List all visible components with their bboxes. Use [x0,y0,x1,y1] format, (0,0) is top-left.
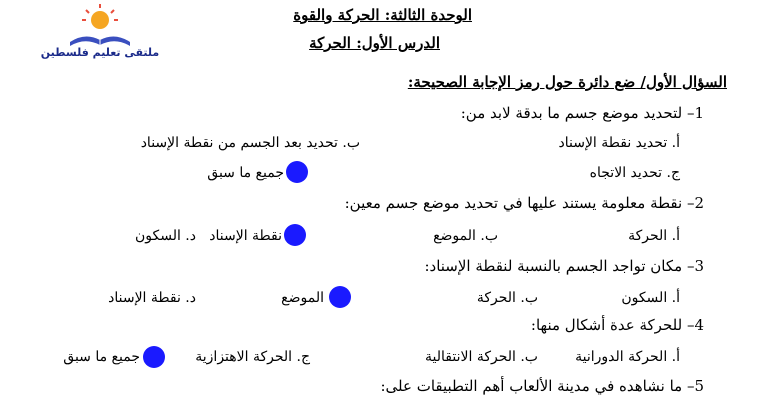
q4-option-a[interactable]: أ. الحركة الدورانية [575,349,680,365]
q1-option-c[interactable]: ج. تحديد الاتجاه [589,165,680,181]
logo-text: ملتقى تعليم فلسطين [40,46,160,59]
logo [40,2,160,60]
answer-dot [143,346,165,368]
unit-title: الوحدة الثالثة: الحركة والقوة [293,6,472,24]
q1-option-b[interactable]: ب. تحديد بعد الجسم من نقطة الإسناد [140,135,360,151]
q3-option-c[interactable]: الموضع [281,290,324,306]
q4-option-c[interactable]: ج. الحركة الاهتزازية [195,349,310,365]
q3-option-a[interactable]: أ. السكون [621,290,680,306]
section-title: السؤال الأول/ ضع دائرة حول رمز الإجابة الصحيحة: [407,73,727,91]
answer-dot [286,161,308,183]
q4-option-b[interactable]: ب. الحركة الانتقالية [425,349,538,365]
answer-dot [284,224,306,246]
q1-option-a[interactable]: أ. تحديد نقطة الإسناد [558,135,680,151]
question-2: 2– نقطة معلومة يستند عليها في تحديد موضع جسم معين: [344,194,704,212]
q3-option-b[interactable]: ب. الحركة [476,290,538,306]
q2-option-d[interactable]: د. السكون [134,228,196,244]
question-3: 3– مكان تواجد الجسم بالنسبة لنقطة الإسناد: [424,257,704,275]
question-4: 4– للحركة عدة أشكال منها: [530,316,704,334]
q2-option-b[interactable]: ب. الموضع [433,228,498,244]
answer-dot [329,286,351,308]
q3-option-d[interactable]: د. نقطة الإسناد [108,290,196,306]
q2-option-c[interactable]: نقطة الإسناد [209,228,282,244]
question-5: 5– ما نشاهده في مدينة الألعاب أهم التطبيقات على: [380,377,704,395]
q2-option-a[interactable]: أ. الحركة [628,228,680,244]
lesson-title: الدرس الأول: الحركة [309,34,440,52]
q4-option-d[interactable]: جميع ما سبق [63,349,140,365]
q1-option-d[interactable]: جميع ما سبق [207,165,284,181]
book-sun-logo-icon [40,2,160,48]
question-1: 1– لتحديد موضع جسم ما بدقة لابد من: [460,104,704,122]
